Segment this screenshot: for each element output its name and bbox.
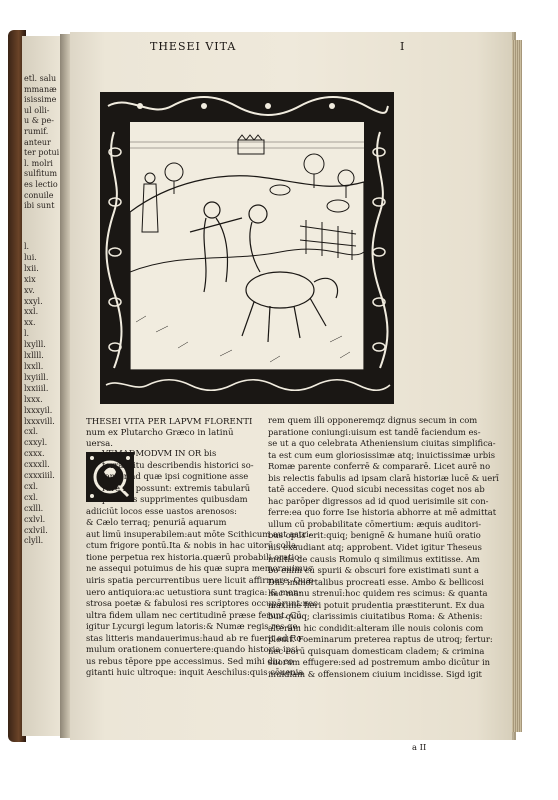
text-line: strosa poetæ & fabulosi res scriptores occupārunt:nec — [86, 598, 318, 609]
text-line: multis de causis Romulo q similimus extitisse. Am — [268, 553, 480, 564]
text-line: terræ situ describendis historici so- — [86, 459, 254, 470]
left-page-numeral: lui. — [24, 252, 37, 262]
left-page-text-line: ul olli- — [24, 105, 50, 115]
left-page-numeral: cxxx. — [24, 449, 45, 459]
text-line: Romæ parente conferrē & compararē. Licet aurē no — [268, 461, 491, 472]
text-line: lentur ad quæ ipsi cognitione asse — [86, 471, 249, 482]
text-line: ctum frigore pontū.Ita & nobis in hac uitorū colla- — [86, 540, 299, 551]
text-line: bus opus erit:quiq; benignē & humane huiū oratio — [268, 530, 481, 541]
left-page-numeral: lxxiiil. — [24, 383, 49, 393]
text-line: tatē accedere. Quod sicubi necessitas coget nos ab — [268, 484, 485, 495]
left-page-numeral: clyll. — [24, 536, 44, 546]
text-line: aut limū insuperabilem:aut mōte Scithicum aut astri- — [86, 528, 312, 539]
left-page-numeral: cxlvil. — [24, 525, 48, 535]
left-page-numeral: l. — [24, 242, 30, 251]
left-page-text-line: conuile — [24, 190, 54, 200]
left-page-text-line: etl. salu — [24, 74, 57, 83]
text-line: bo enim cū spurii & obscuri fore existimati sunt a — [268, 565, 479, 576]
left-page-numeral: l. — [24, 329, 30, 339]
text-line: nis exaudiant atq; approbent. Videt igitur Theseus — [268, 542, 482, 553]
left-page-numeral: cxl. — [24, 492, 39, 502]
text-line: mulum orationem conuertere:quando historia ipsi — [86, 644, 299, 655]
text-line: VEMADMODVM IN OR bis — [86, 448, 217, 458]
left-page-numeral: xx. — [24, 318, 36, 328]
text-line: bis relectis fabulis ad ipsam clarā historiæ lucē & uerī — [268, 472, 499, 483]
left-page-numeral: xxyl. — [24, 296, 43, 306]
left-page-numeral: lxxxyil. — [24, 405, 53, 415]
left-page-numeral: lxxxvill. — [24, 416, 55, 426]
text-line: hac parōper digressos ad id quod uerisimile sit con- — [268, 495, 489, 506]
left-page-text-line: u & pe- — [24, 116, 54, 126]
woodcut-scene — [130, 122, 364, 370]
left-page-text-line: rumif. — [24, 126, 49, 136]
left-page-numeral: xv. — [24, 285, 35, 295]
text-line: ta est cum eum gloriosissimæ atq; inuictissimæ urbis — [268, 449, 496, 460]
text-line: paratione coniungi:uisum est tandē faciendum es- — [268, 426, 481, 437]
text-line: us rebus tēpore ppe accessimus. Sed mihi diu co — [86, 655, 294, 666]
left-page-text-line: isissime — [24, 95, 57, 105]
text-line: partibus supprimentes quibusdam — [86, 494, 248, 505]
left-page-numeral: lxllll. — [24, 351, 44, 361]
left-page-numeral: lxylll. — [24, 340, 46, 350]
text-line: stas litteris mandauerimus:haud ab re fuerit ad Ro — [86, 632, 302, 643]
chapter-title: THESEI VITA PER LAPVM FLORENTI num ex Plutarcho Græco in latinū uersa. — [86, 417, 253, 449]
text-line: rare nō possunt: extremis tabularū — [86, 482, 251, 493]
text-line: rem quem illi opponeremqz dignus secum in com — [268, 415, 478, 425]
woodcut-illustration-icon — [100, 92, 394, 404]
text-line: se ut a quo celebrata Atheniensium ciuitas simplifica- — [268, 438, 496, 449]
text-line: gitanti huic ultroque: inquit Aeschilus:quis cōuenia — [86, 667, 304, 678]
text-column-right — [268, 415, 499, 681]
text-line: maxime fieri potuit prudentia præstiterunt. Ex dua — [268, 599, 485, 610]
text-line: ultra fidem ullam nec certitudinē præse ferunt. Cū — [86, 609, 302, 620]
left-page-numeral: xxl. — [24, 307, 39, 317]
left-page-text-line: es lectio — [24, 179, 58, 189]
text-line: ferre:ea quo forre Ise historia abhorre at mē admittat — [268, 507, 497, 518]
text-line: suorum effugere:sed ad postremum ambo dicūtur in — [268, 657, 491, 668]
text-line: bus quoq; clarissimis ciuitatibus Roma: & Athenis: — [268, 611, 483, 622]
left-page-numeral: cxxxiiil. — [24, 471, 55, 481]
left-page-text-line: ter potui — [24, 148, 60, 158]
left-page-text-line: anteur — [24, 137, 51, 147]
text-line: Diis immortalibus procreati esse. Ambo & bellicosi — [268, 576, 484, 587]
text-line: inuidiam & offensionem ciuium incidisse. Sigd igit — [268, 669, 482, 680]
left-page-numeral: cxl. — [24, 481, 39, 491]
text-line: ne assequi potuimus de his quæ supra memorauimus — [86, 563, 313, 574]
text-line: pleuit. Foeminarum preterea raptus de utroq; fertur: — [268, 634, 493, 645]
left-page — [22, 36, 62, 736]
text-line: alteram hic condidit:alteram ille nouis colonis com — [268, 622, 484, 633]
left-page-numeral: lxyiill. — [24, 372, 49, 382]
left-page-numeral-list — [24, 242, 60, 547]
text-line: nec eorū quisquam domesticam cladem; & crimina — [268, 645, 485, 656]
text-line: igitur Lycurgi legum latoris:& Numæ regis res ge- — [86, 621, 301, 632]
text-line: tione perpetua rex historia.quærū probabili oratio- — [86, 551, 303, 562]
left-page-text-line: l. molri — [24, 158, 53, 168]
text-line: ullum cū probabilitate cōmertium: æquis auditori- — [268, 518, 482, 529]
left-page-numeral: lxxll. — [24, 361, 44, 371]
left-page-text — [24, 74, 60, 212]
left-page-numeral: lxxx. — [24, 394, 43, 404]
page-edges — [512, 40, 522, 732]
left-page-numeral: cxlll. — [24, 503, 44, 513]
left-page-text-line: mmanæ — [24, 84, 57, 94]
text-line: uero antiquiora:ac uetustiora sunt tragica: & mon- — [86, 586, 302, 597]
left-page-numeral: cxlvl. — [24, 514, 46, 524]
text-line: adiiciūt locos esse uastos arenosos: — [86, 505, 237, 516]
left-page-numeral: cxxyl. — [24, 438, 48, 448]
left-page-numeral: lxii. — [24, 263, 39, 273]
text-line: uiris spatia percurrentibus uere licuit affirmare. Quæ — [86, 575, 314, 586]
left-page-numeral: cxl. — [24, 427, 39, 437]
left-page-text-line: ibi sunt — [24, 201, 55, 211]
text-line: & Cælo terraq; penuriā aquarum — [86, 517, 227, 528]
folio-number: I — [400, 40, 405, 53]
text-line: hac manu strenuī:hoc quidem res scimus: & quanta — [268, 588, 488, 599]
signature-mark: a II — [412, 742, 427, 752]
left-page-text-line: sulfitum — [24, 169, 58, 179]
left-page-numeral: xix — [24, 274, 36, 284]
left-page-numeral: cxxxll. — [24, 460, 50, 470]
text-column-left — [86, 448, 318, 679]
running-head: THESEI VITA — [150, 40, 237, 53]
